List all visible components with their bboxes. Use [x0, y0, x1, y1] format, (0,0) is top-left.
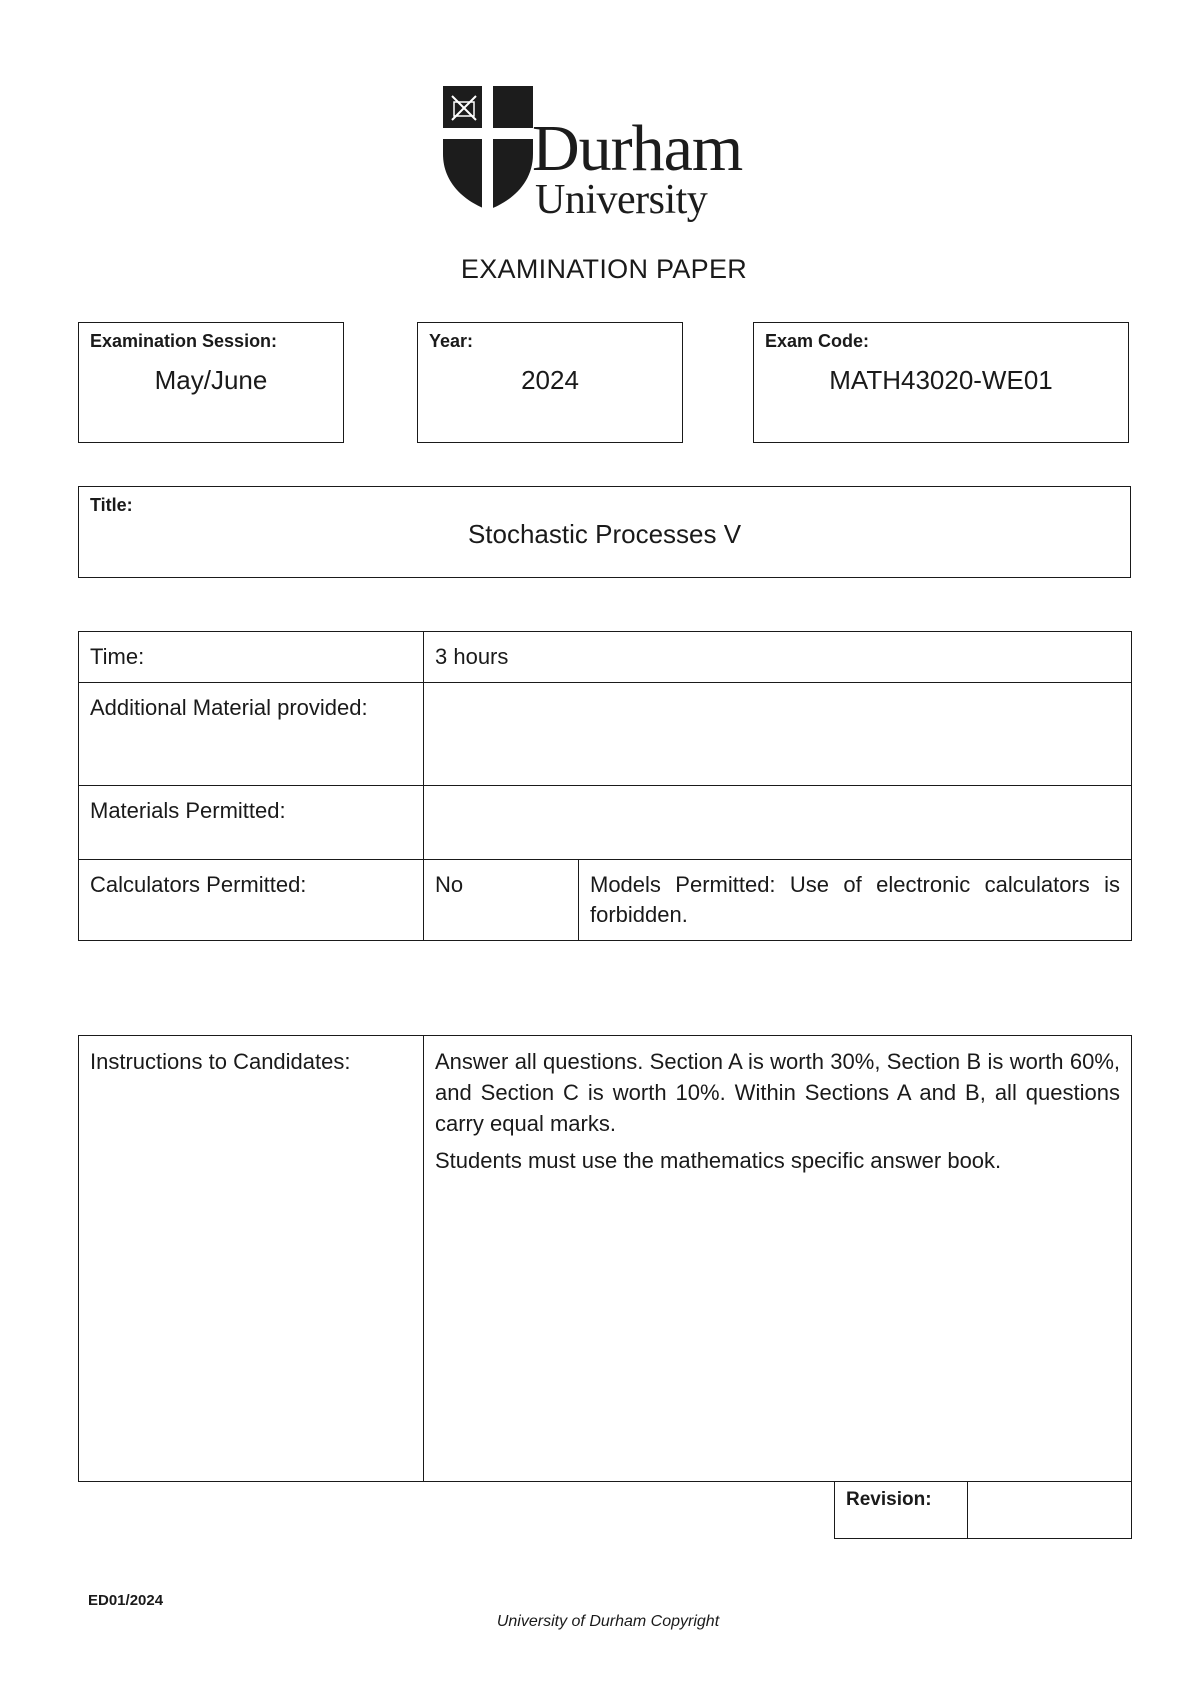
revision-table	[834, 1481, 1132, 1539]
exam-code-label: Exam Code:	[765, 331, 870, 351]
title-box	[78, 486, 1131, 578]
additional-material-label: Additional Material provided:	[79, 683, 424, 786]
copyright-notice: University of Durham Copyright	[496, 1613, 720, 1630]
year-label: Year:	[429, 331, 474, 351]
time-label: Time:	[79, 632, 424, 683]
examination-session-value: May/June	[154, 365, 268, 395]
calculators-permitted-value: No	[424, 860, 579, 941]
revision-value	[968, 1481, 1132, 1539]
instructions-label: Instructions to Candidates:	[79, 1036, 424, 1482]
title-label: Title:	[90, 495, 133, 515]
exam-code-value: MATH43020-WE01	[829, 365, 1053, 395]
models-permitted-paragraph: Models Permitted: Use of electronic calculators is forbidden.	[590, 872, 1121, 927]
materials-permitted-row	[79, 786, 1132, 860]
instructions-text	[424, 1036, 1132, 1482]
form-code: ED01/2024	[88, 1592, 164, 1609]
additional-material-value	[424, 683, 1132, 786]
materials-permitted-value	[424, 786, 1132, 860]
logo-university-text: University	[535, 177, 708, 223]
revision-label: Revision:	[835, 1481, 968, 1539]
logo-durham-text: Durham	[532, 112, 743, 185]
year-value: 2024	[521, 365, 579, 395]
materials-permitted-label: Materials Permitted:	[79, 786, 424, 860]
calculators-permitted-row	[79, 860, 1132, 941]
instructions-row	[79, 1036, 1132, 1482]
exam-code-box	[753, 322, 1129, 443]
time-value: 3 hours	[424, 632, 1132, 683]
instructions-paragraph-1: Answer all questions. Section A is worth 30%, Section B is worth 60%, and Section C is worth 10%. Within Sections A and B, all questions carry equal marks.	[435, 1049, 1120, 1136]
year-box	[417, 322, 683, 443]
title-value: Stochastic Processes V	[467, 519, 742, 549]
models-permitted-text	[579, 860, 1132, 941]
instructions-paragraph-2: Students must use the mathematics specific answer book.	[435, 1148, 1002, 1173]
examination-session-box	[78, 322, 344, 443]
instructions-table	[78, 1035, 1132, 1482]
time-row	[79, 632, 1132, 683]
examination-session-label: Examination Session:	[90, 331, 278, 351]
page-title: EXAMINATION PAPER	[460, 254, 748, 284]
additional-material-row	[79, 683, 1132, 786]
calculators-permitted-label: Calculators Permitted:	[79, 860, 424, 941]
exam-details-table	[78, 631, 1132, 941]
